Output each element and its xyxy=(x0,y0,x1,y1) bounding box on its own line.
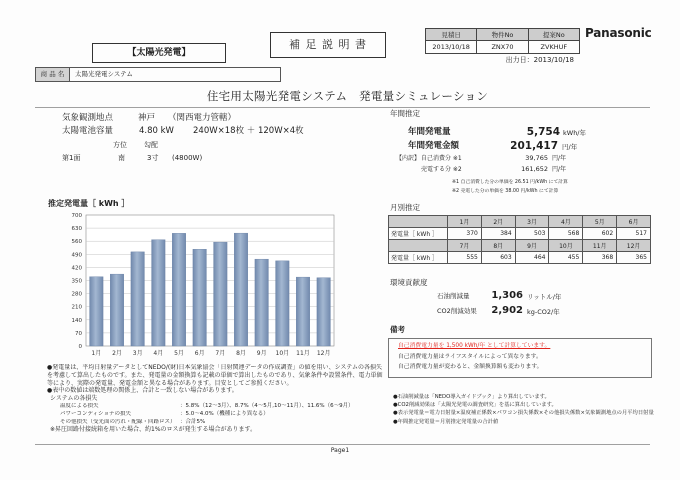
meta-header-proposal-no: 提案No xyxy=(528,29,579,41)
y-tick-label: 560 xyxy=(71,239,82,246)
y-tick-label: 350 xyxy=(71,278,82,285)
category-label: 【太陽光発電】 xyxy=(92,43,226,63)
bar-month-10 xyxy=(276,261,290,346)
monthly-generation-bar-chart xyxy=(40,208,340,360)
month-header-cell: 3月 xyxy=(515,216,549,228)
x-tick-label: 12月 xyxy=(316,350,331,357)
brand-logo: Panasonic xyxy=(585,26,652,40)
month-header-cell: 1月 xyxy=(448,216,482,228)
bar-month-3 xyxy=(131,252,145,346)
x-tick-label: 6月 xyxy=(194,350,205,357)
oil-reduction-unit: リットル/年 xyxy=(527,293,562,301)
breakdown-self-use-unit: 円/年 xyxy=(552,155,567,162)
monthly-section-label: 月別推定 xyxy=(390,203,420,212)
month-header-cell: 11月 xyxy=(583,240,617,252)
method-note: ●年間推定発電量＝月別推定発電量の合計値 xyxy=(393,418,499,425)
row-label-cell: 発電量［ kWh ］ xyxy=(389,252,448,264)
document-title: 補 足 説 明 書 xyxy=(270,32,386,58)
meta-header-property-no: 物件No xyxy=(477,29,528,41)
y-tick-label: 0 xyxy=(78,344,82,350)
remarks-highlight: 自己消費電力量を 1,500 kWh/年 として計算しています。 xyxy=(398,343,551,349)
x-tick-label: 7月 xyxy=(215,350,226,357)
meta-value-estimate-date: 2013/10/18 xyxy=(426,41,477,54)
x-tick-label: 2月 xyxy=(112,350,122,357)
breakdown-sale-value: 161,652 xyxy=(521,165,548,173)
bar-month-8 xyxy=(234,233,248,346)
bar-month-11 xyxy=(296,277,310,346)
environment-section-label: 環境貢献度 xyxy=(390,278,428,287)
month-value-cell: 568 xyxy=(549,228,583,240)
product-name-label: 商 品 名 xyxy=(36,68,70,81)
unit-price-note-1: ※1 自己消費した分の単価を 26.51 円/kWh にて計算 xyxy=(452,180,568,185)
bar-month-12 xyxy=(317,278,331,346)
breakdown-label: 【内訳】 xyxy=(396,155,421,162)
bar-month-4 xyxy=(152,240,166,346)
table-row xyxy=(389,228,651,240)
loss-value: ：合計5% xyxy=(180,418,206,425)
calculation-notes xyxy=(47,364,387,442)
loss-label: その他損失（受光面の汚れ・配線・回路ロス） xyxy=(60,418,176,425)
row-label-cell: 発電量［ kWh ］ xyxy=(389,228,448,240)
bar-month-7 xyxy=(214,242,228,346)
month-value-cell: 370 xyxy=(448,228,482,240)
annual-amount-value: 201,417 xyxy=(510,140,558,152)
station-label: 気象観測地点 xyxy=(62,113,114,123)
month-value-cell: 503 xyxy=(515,228,549,240)
capacity-label: 太陽電池容量 xyxy=(62,126,114,136)
station-note: （関西電力管轄） xyxy=(168,113,237,123)
y-tick-label: 140 xyxy=(71,317,82,324)
annual-amount-unit: 円/年 xyxy=(562,143,578,151)
face-slope: 3寸 xyxy=(147,154,159,162)
capacity-detail: 240W×18枚 ＋ 120W×4枚 xyxy=(193,126,304,136)
x-tick-label: 4月 xyxy=(153,350,164,357)
capacity-value: 4.80 kW xyxy=(139,126,174,136)
blank-cell xyxy=(389,216,448,228)
remarks-line: 自己消費電力量はライフスタイルによって異なります。 xyxy=(398,354,542,360)
bar-month-1 xyxy=(90,277,104,346)
y-tick-label: 700 xyxy=(71,213,82,219)
x-tick-label: 8月 xyxy=(236,350,246,357)
blank-cell xyxy=(389,240,448,252)
month-value-cell: 368 xyxy=(583,252,617,264)
month-header-cell: 2月 xyxy=(481,216,515,228)
product-name-value: 太陽光発電システム xyxy=(75,69,133,78)
remarks-line: 自己消費電力量が変わると、金額換算額も変わります。 xyxy=(398,364,543,370)
product-row xyxy=(35,67,281,82)
table-row xyxy=(389,216,651,228)
co2-reduction-label: CO2削減効果 xyxy=(437,307,477,315)
loss-value: ：5.8%（12～3月）、8.7%（4～5月,10～11月）、11.6%（6～9月） xyxy=(180,402,354,409)
method-note: ●表示発電量＝電力日射量×温度補正係数×パワコン損失係数×その他損失係数×気象観測地点の月平均日射量 xyxy=(393,410,654,417)
y-tick-label: 210 xyxy=(71,304,82,311)
y-tick-label: 70 xyxy=(75,330,82,337)
month-value-cell: 603 xyxy=(481,252,515,264)
loss-row xyxy=(47,411,387,419)
bar-month-9 xyxy=(255,259,269,346)
month-header-cell: 8月 xyxy=(481,240,515,252)
y-tick-label: 490 xyxy=(71,252,82,259)
table-row xyxy=(389,252,651,264)
note-paragraph: ●発電量は、平均日射量データとしてNEDO/(財)日本気象協会「日射関連データの作成調査」の値を用い、システムの各損失を考慮して算出したものです。また、発電量の金額換算も記載の単価で算出したものであり、気象条件や設置条件、電力単価等により、実際の発電量、発電金額と異なる場合があります。目安としてご参照ください。 xyxy=(47,364,383,387)
x-tick-label: 10月 xyxy=(275,350,290,357)
annual-generation-label: 年間発電量 xyxy=(408,127,451,137)
bar-month-5 xyxy=(172,233,186,346)
y-tick-label: 630 xyxy=(71,226,82,233)
bar-month-6 xyxy=(193,249,207,346)
annual-amount-label: 年間発電金額 xyxy=(408,141,460,151)
co2-reduction-value: 2,902 xyxy=(491,305,523,316)
meta-value-property-no: ZNX70 xyxy=(477,41,528,54)
chart-title: 推定発電量［ kWh ］ xyxy=(48,199,130,208)
breakdown-sale-unit: 円/年 xyxy=(552,166,567,173)
slope-header: 勾配 xyxy=(144,141,158,149)
table-row xyxy=(389,240,651,252)
month-header-cell: 10月 xyxy=(549,240,583,252)
monthly-estimate-table xyxy=(388,215,651,264)
month-value-cell: 384 xyxy=(481,228,515,240)
breakdown-self-use-value: 39,765 xyxy=(525,154,548,162)
month-value-cell: 464 xyxy=(515,252,549,264)
unit-price-note-2: ※2 売電した分の単価を 38.00 円/kWh にて計算 xyxy=(452,189,559,194)
x-tick-label: 5月 xyxy=(174,350,184,357)
month-header-cell: 9月 xyxy=(515,240,549,252)
method-note: ●石油削減量は「NEDO導入ガイドブック」より算出しています。 xyxy=(393,394,550,400)
oil-reduction-label: 石油削減量 xyxy=(437,292,470,300)
month-header-cell: 4月 xyxy=(549,216,583,228)
method-note: ●CO2削減効果は「太陽光発電の調査研究」を基に算出しています。 xyxy=(393,402,557,409)
x-tick-label: 3月 xyxy=(132,350,143,357)
y-tick-label: 420 xyxy=(71,265,82,272)
month-value-cell: 455 xyxy=(549,252,583,264)
co2-reduction-unit: kg-CO2/年 xyxy=(527,308,560,316)
oil-reduction-value: 1,306 xyxy=(491,290,523,301)
system-loss-title: システムの各損失 xyxy=(50,395,98,403)
breakdown-self-use-label: 自己消費分 ※1 xyxy=(421,155,462,162)
loss-row xyxy=(47,403,387,411)
face-power: (4800W) xyxy=(172,154,203,162)
output-date: 出力日：2013/10/18 xyxy=(505,56,574,64)
breakdown-sale-label: 売電する分 ※2 xyxy=(421,166,462,173)
annual-generation-unit: kWh/年 xyxy=(563,129,587,137)
method-notes xyxy=(393,393,675,433)
x-tick-label: 11月 xyxy=(296,350,310,357)
orientation-header: 方位 xyxy=(113,141,127,149)
annual-generation-value: 5,754 xyxy=(526,126,560,138)
month-header-cell: 5月 xyxy=(583,216,617,228)
month-header-cell: 12月 xyxy=(617,240,651,252)
month-value-cell: 517 xyxy=(617,228,651,240)
loss-value: ：5.0～4.0%（機種により異なる） xyxy=(180,410,269,417)
y-tick-label: 280 xyxy=(71,291,82,298)
meta-value-proposal-no: ZVKHUF xyxy=(528,41,579,54)
annual-section-label: 年間推定 xyxy=(390,109,420,118)
loss-footnote: ※昇圧回路付接続箱を用いた場合、約1%のロスが発生する場合があります。 xyxy=(50,426,257,434)
month-header-cell: 6月 xyxy=(617,216,651,228)
month-value-cell: 555 xyxy=(448,252,482,264)
remarks-section-label: 備考 xyxy=(390,325,405,334)
face-name: 第1面 xyxy=(62,154,81,162)
page-number: Page1 xyxy=(330,447,350,454)
loss-label: 温度による損失 xyxy=(60,402,99,409)
station-value: 神戸 xyxy=(138,113,156,123)
loss-label: パワーコンディショナの損失 xyxy=(60,410,131,417)
month-header-cell: 7月 xyxy=(448,240,482,252)
footer-divider xyxy=(35,444,650,445)
title-divider xyxy=(35,107,650,108)
note-paragraph: ●表中の数値は端数処理の関係上、合計と一致しない場合があります。 xyxy=(47,387,238,395)
month-value-cell: 602 xyxy=(583,228,617,240)
x-tick-label: 1月 xyxy=(91,350,102,357)
estimate-meta-table xyxy=(425,28,580,54)
bar-month-2 xyxy=(110,274,124,346)
month-value-cell: 365 xyxy=(617,252,651,264)
page-title: 住宅用太陽光発電システム 発電量シミュレーション xyxy=(206,89,489,103)
face-orientation: 南 xyxy=(118,154,125,162)
x-tick-label: 9月 xyxy=(256,350,267,357)
meta-header-estimate-date: 見積日 xyxy=(426,29,477,41)
